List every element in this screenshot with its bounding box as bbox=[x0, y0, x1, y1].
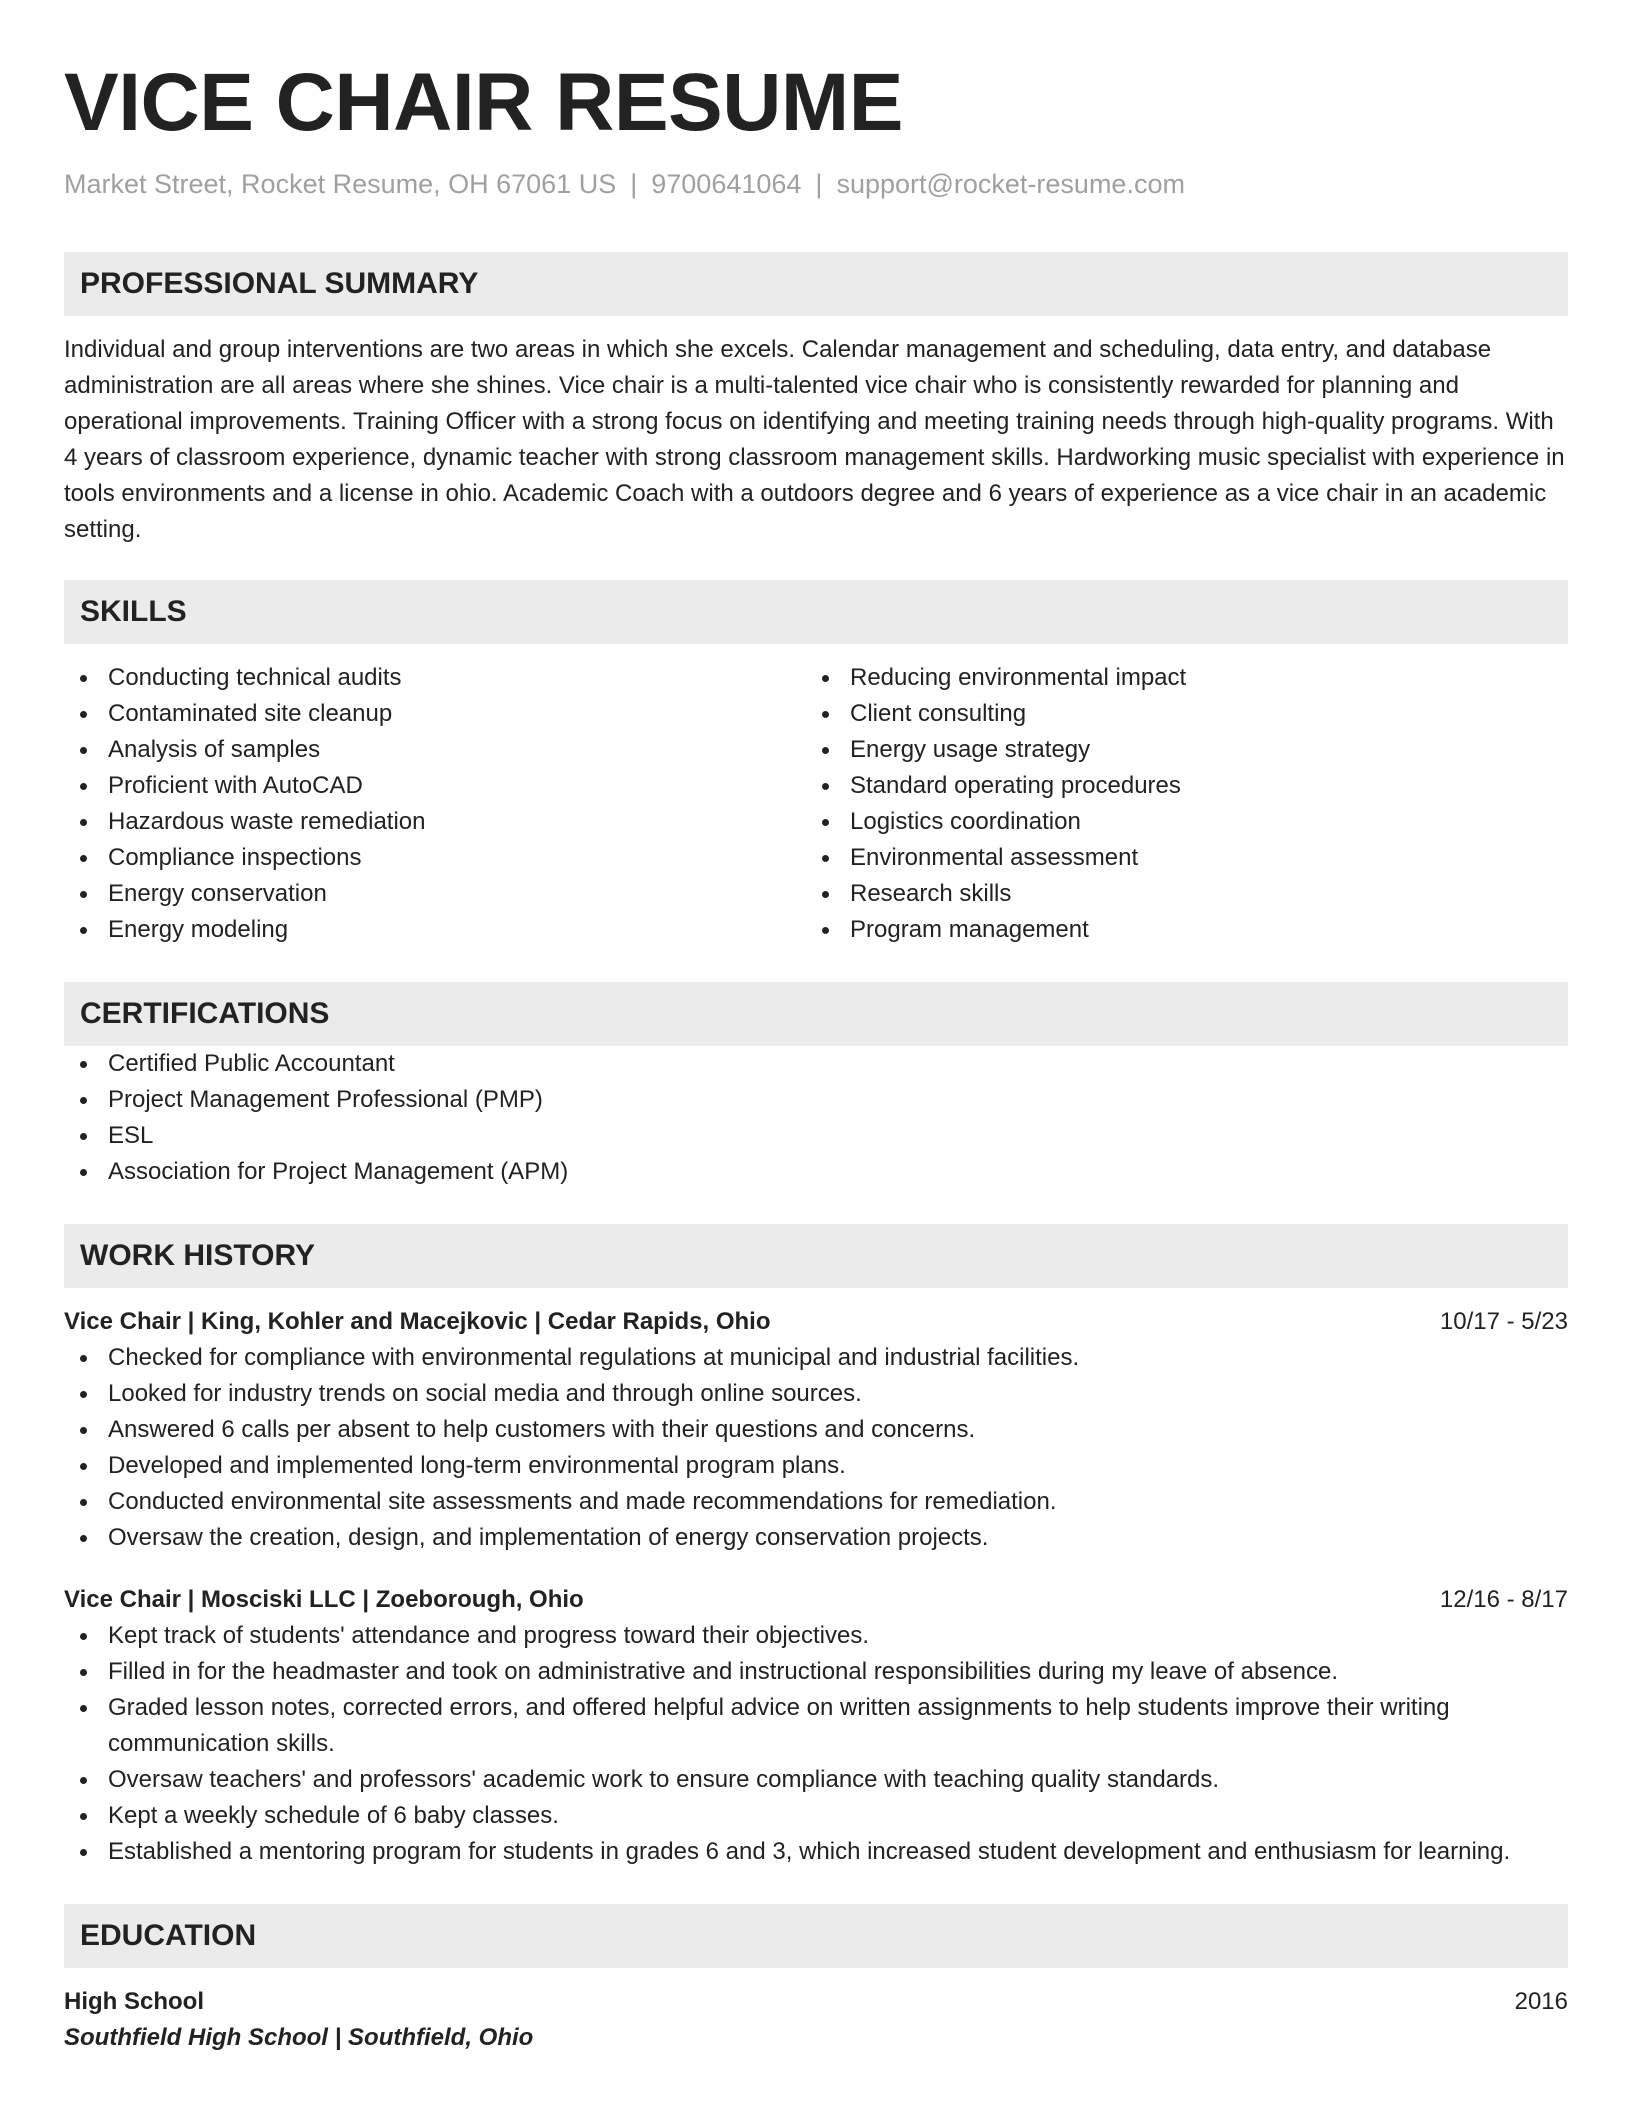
skill-item: Energy conservation bbox=[64, 876, 806, 912]
summary-text: Individual and group interventions are two areas in which she excels. Calendar management and scheduling, data entry, and database administration are all areas where she shines. Vice chair is a multi-talented vice chair who is consistently rewarded for planning and operational improvements. Training Officer with a strong focus on identifying and meeting training needs through high-quality programs. With 4 years of classroom experience, dynamic teacher with strong classroom management skills. Hardworking music specialist with experience in tools environments and a license in ohio. Academic Coach with a outdoors degree and 6 years of experience as a vice chair in an academic setting. bbox=[64, 336, 1565, 544]
skill-item: Contaminated site cleanup bbox=[64, 696, 806, 732]
skill-item: Reducing environmental impact bbox=[806, 660, 1548, 696]
skill-item: Logistics coordination bbox=[806, 804, 1548, 840]
skills-column-right bbox=[806, 660, 1548, 948]
skill-item: Energy modeling bbox=[64, 912, 806, 948]
certifications-list bbox=[64, 1046, 1568, 1190]
certification-item: Certified Public Accountant bbox=[64, 1046, 1568, 1082]
education-school: Southfield High School | Southfield, Ohio bbox=[64, 2024, 534, 2052]
job-bullet: Answered 6 calls per absent to help customers with their questions and concerns. bbox=[64, 1412, 1568, 1448]
certifications-heading: CERTIFICATIONS bbox=[64, 982, 1568, 1046]
skill-item: Proficient with AutoCAD bbox=[64, 768, 806, 804]
education-heading: EDUCATION bbox=[64, 1904, 1568, 1968]
skill-item: Standard operating procedures bbox=[806, 768, 1548, 804]
job-bullets bbox=[64, 1340, 1568, 1556]
skill-item: Environmental assessment bbox=[806, 840, 1548, 876]
job-bullet: Oversaw teachers' and professors' academic work to ensure compliance with teaching quality standards. bbox=[64, 1762, 1568, 1798]
job-bullet: Filled in for the headmaster and took on administrative and instructional responsibilities during my leave of absence. bbox=[64, 1654, 1568, 1690]
education-year: 2016 bbox=[1514, 1988, 1568, 2016]
certification-item: Association for Project Management (APM) bbox=[64, 1154, 1568, 1190]
contact-line bbox=[64, 168, 1568, 200]
job-header bbox=[64, 1304, 1568, 1340]
job-bullet: Developed and implemented long-term environmental program plans. bbox=[64, 1448, 1568, 1484]
skills-grid bbox=[64, 660, 1568, 948]
skill-item: Hazardous waste remediation bbox=[64, 804, 806, 840]
skill-item: Client consulting bbox=[806, 696, 1548, 732]
job-header bbox=[64, 1582, 1568, 1618]
skill-item: Analysis of samples bbox=[64, 732, 806, 768]
job-title: Vice Chair | King, Kohler and Macejkovic | Cedar Rapids, Ohio bbox=[64, 1308, 771, 1336]
job-bullet: Kept track of students' attendance and progress toward their objectives. bbox=[64, 1618, 1568, 1654]
skills-list-right bbox=[806, 660, 1548, 948]
job-dates: 12/16 - 8/17 bbox=[1439, 1586, 1568, 1614]
job-bullet: Looked for industry trends on social media and through online sources. bbox=[64, 1376, 1568, 1412]
certification-item: Project Management Professional (PMP) bbox=[64, 1082, 1568, 1118]
resume-title: VICE CHAIR RESUME bbox=[64, 57, 903, 148]
skill-item: Compliance inspections bbox=[64, 840, 806, 876]
contact-separator: | bbox=[630, 169, 638, 199]
job-entry bbox=[64, 1304, 1568, 1556]
job-title: Vice Chair | Mosciski LLC | Zoeborough, Ohio bbox=[64, 1586, 584, 1614]
education-degree: High School bbox=[64, 1988, 204, 2016]
job-bullet: Established a mentoring program for students in grades 6 and 3, which increased student development and enthusiasm for learning. bbox=[64, 1834, 1568, 1870]
skill-item: Program management bbox=[806, 912, 1548, 948]
summary-heading: PROFESSIONAL SUMMARY bbox=[64, 252, 1568, 316]
skill-item: Energy usage strategy bbox=[806, 732, 1548, 768]
resume-page bbox=[64, 0, 1568, 2056]
job-bullet: Oversaw the creation, design, and implementation of energy conservation projects. bbox=[64, 1520, 1568, 1556]
skills-heading: SKILLS bbox=[64, 580, 1568, 644]
job-bullet: Graded lesson notes, corrected errors, and offered helpful advice on written assignments to help students improve their writing communication skills. bbox=[64, 1690, 1568, 1762]
contact-separator: | bbox=[815, 169, 823, 199]
job-bullet: Checked for compliance with environmental regulations at municipal and industrial facilities. bbox=[64, 1340, 1568, 1376]
work-history-heading: WORK HISTORY bbox=[64, 1224, 1568, 1288]
contact-address: Market Street, Rocket Resume, OH 67061 US bbox=[64, 169, 617, 199]
skills-list-left bbox=[64, 660, 806, 948]
skill-item: Conducting technical audits bbox=[64, 660, 806, 696]
skills-column-left bbox=[64, 660, 806, 948]
certification-item: ESL bbox=[64, 1118, 1568, 1154]
contact-email: support@rocket-resume.com bbox=[836, 169, 1185, 199]
job-bullets bbox=[64, 1618, 1568, 1870]
contact-phone: 9700641064 bbox=[651, 169, 802, 199]
education-header bbox=[64, 1984, 1568, 2020]
skill-item: Research skills bbox=[806, 876, 1548, 912]
job-bullet: Kept a weekly schedule of 6 baby classes. bbox=[64, 1798, 1568, 1834]
job-bullet: Conducted environmental site assessments and made recommendations for remediation. bbox=[64, 1484, 1568, 1520]
job-entry bbox=[64, 1582, 1568, 1870]
job-dates: 10/17 - 5/23 bbox=[1439, 1308, 1568, 1336]
